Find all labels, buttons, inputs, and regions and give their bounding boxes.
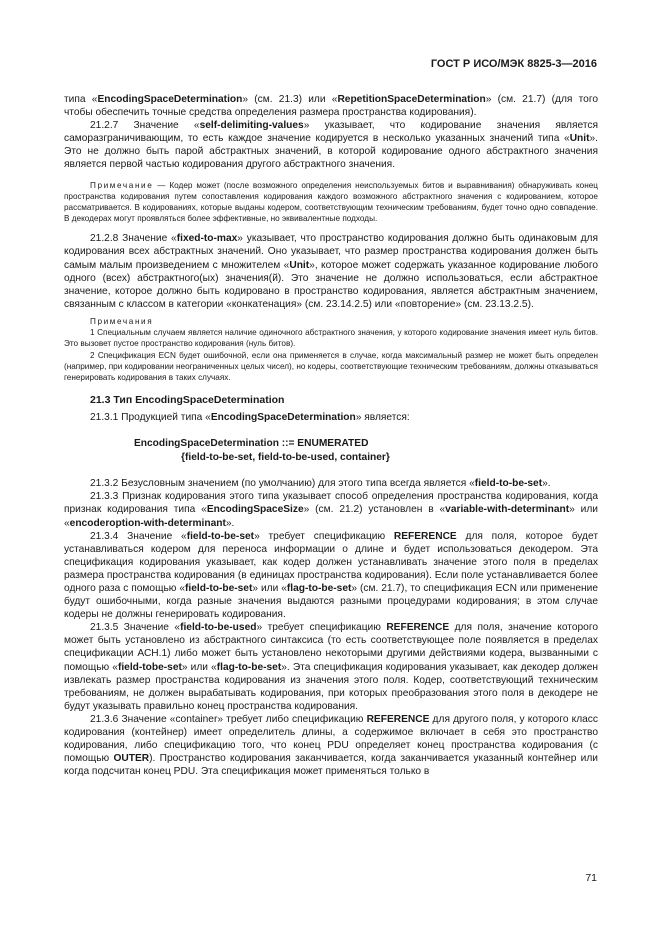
- paragraph-21-2-7: 21.2.7 Значение «self-delimiting-values» указывает, что кодирование значения является саморазграничивающим, то есть каждое значение кодируется в несколько указанных значений типа «Unit». Это не должно быть парой абстрактных значений, в которой кодирование одного абстрактного значения является первой частью кодирования другого абстрактного значения.: [64, 120, 598, 171]
- paragraph-21-3-5: 21.3.5 Значение «field-to-be-used» требует спецификацию REFERENCE для поля, значение которого может быть установлено из абстрактного синтаксиса (то есть соответствующее поле появляется в пределах спецификации АСН.1) либо может быть установлено некоторыми другими действиями кодера, вызванными с помощью «field-tobe-set» или «flag-to-be-set». Эта спецификация кодирования указывает, как декодер должен извлекать размер пространства кодирования из значения этого поля. Кодер, соответствующий техническим требованиям, не должен вырабатывать кодирования, при которых преобразования этого поля в декодере не будут указывать правильно конец пространства кодирования.: [64, 622, 599, 712]
- code-block: [64, 437, 598, 465]
- code-line: EncodingSpaceDetermination ::= ENUMERATED: [134, 438, 369, 450]
- paragraph: типа «EncodingSpaceDetermination» (см. 21.3) или «RepetitionSpaceDetermination» (см. 21.7) (для того чтобы обеспечить точные средства определения размера пространства кодирования).: [64, 94, 598, 119]
- code-line: {field-to-be-set, field-to-be-used, container}: [181, 452, 390, 464]
- page-number: 71: [585, 872, 597, 884]
- paragraph-21-3-2: 21.3.2 Безусловным значением (по умолчанию) для этого типа всегда является «field-to-be-set».: [90, 478, 551, 490]
- notes-block: [64, 316, 598, 383]
- paragraph-21-3-4: 21.3.4 Значение «field-to-be-set» требует спецификацию REFERENCE для поля, которое будет устанавливаться кодером для переноса информации о длине и будет использоваться декодером. Эта спецификация кодирования указывает, как кодер должен устанавливать значение этого поля в пределах размера пространства кодирования (в единицах пространства кодирования). Если поле устанавливается более одного раза с помощью «field-to-be-set» или «flag-to-be-set» (см. 21.7), то спецификация ECN или применение будут ошибочными, когда разные значения выдаются разными процедурами кодирования; в этом случае кодеры не должны генерировать кодирования.: [64, 530, 599, 621]
- document-body: [64, 93, 598, 778]
- note: Примечание — Кодер может (после возможного определения неиспользуемых битов и выравнивания) обнаруживать конец пространства кодирования путем сопоставления кодирования каждого возможного абстрактного значения с кодированием, которое рассматривается. В кодированиях, которые выданы кодером, соответствующим техническим требованиям, будет точно одно совпадение. В декодерах могут проявляться более эффективные, но эквивалентные подходы.: [64, 180, 598, 224]
- paragraph-21-3-3: 21.3.3 Признак кодирования этого типа указывает способ определения пространства кодирования, когда признак кодирования типа «EncodingSpaceSize» (см. 21.2) установлен в «variable-with-determinant» или «encoderoption-with-determinant».: [64, 491, 598, 529]
- notes-label: Примечания: [90, 316, 154, 326]
- paragraph-21-3-6: 21.3.6 Значение «container» требует либо спецификацию REFERENCE для другого поля, у которого класс кодирования (контейнер) имеет определитель длины, а содержимое включает в себя это пространство кодирования, либо спецификацию того, что конец PDU определяет конец пространства кодирования (с помощью OUTER). Пространство кодирования заканчивается, когда заканчивается указанный контейнер или когда подсчитан конец PDU. Эта спецификация может применяться только в: [64, 713, 598, 778]
- page-header: ГОСТ Р ИСО/МЭК 8825-3—2016: [430, 58, 597, 70]
- paragraph-21-3-1: 21.3.1 Продукцией типа «EncodingSpaceDetermination» является:: [90, 412, 410, 424]
- note-1: 1 Специальным случаем является наличие одиночного абстрактного значения, у которого кодирование значения имеет нуль битов. Это вызовет пустое пространство кодирования (нуль битов).: [64, 328, 598, 349]
- section-heading: 21.3 Тип EncodingSpaceDetermination: [90, 394, 285, 407]
- paragraph-21-2-8: 21.2.8 Значение «fixed-to-max» указывает, что пространство кодирования должно быть одинаковым для кодирования всех абстрактных значений. Оно указывает, что размер пространства кодирования должен быть самым малым произведением с множителем «Unit», которое может содержать указанное кодирование любого одного (всех) абстрактного(ых) значения(й). Это значение не должно использоваться, если абстрактное значение, которое должно быть кодировано в пространство кодирования, является абстрактным значением, связанным с классом в категории «конкатенация» (см. 23.14.2.5) или «повторение» (см. 23.13.2.5).: [64, 233, 599, 310]
- note-2: 2 Спецификация ECN будет ошибочной, если она применяется в случае, когда максимальный размер не может быть определен (например, при кодировании неограниченных целых чисел), но кодеры, соответствующие техническим требованиям, должны отказываться генерировать кодирования в таких случаях.: [64, 350, 598, 382]
